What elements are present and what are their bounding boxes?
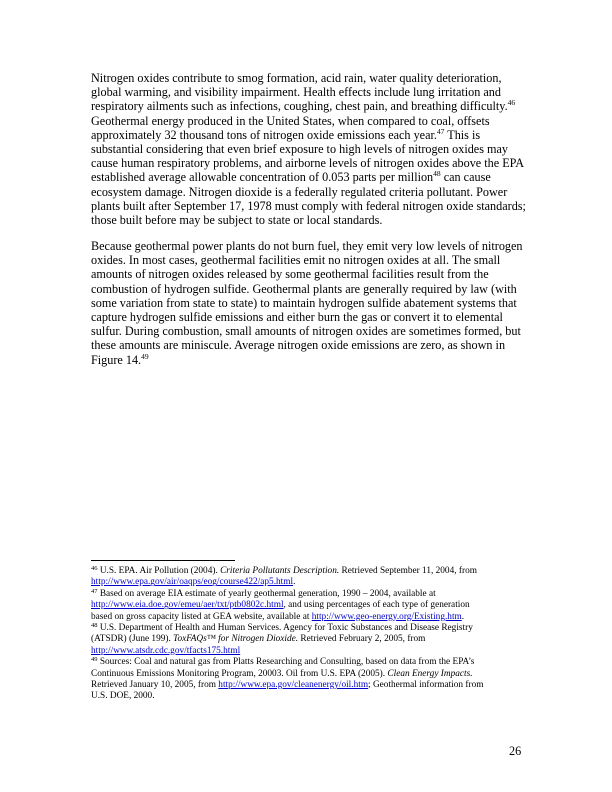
footnote-link[interactable]: http://www.eia.doe.gov/emeu/aer/txt/ptb0802c.html — [91, 600, 284, 611]
footnote-49: $^{49}$ Sources: Coal and natural gas from Platts Researching and Consulting, based on data from the EPA’s Continuous Emissions Monitoring Program, 20003. Oil from U.S. EPA (2005). Clean Energy Impacts. Retrieved January 10, 2005, from http://www.epa.gov/cleanenergy/oil.htm; Geothermal information from U.S. DOE, 2000. — [91, 656, 484, 702]
text-line: Nitrogen oxides contribute to smog formation, acid rain, water quality deterioration, — [91, 71, 502, 85]
footnote-number: 48 — [91, 622, 98, 630]
page-number: 26 — [509, 744, 522, 758]
text-line: plants built after September 17, 1978 must comply with federal nitrogen oxide standards; — [91, 198, 526, 213]
paragraph-geothermal-emissions — [91, 239, 531, 367]
text-line: global warming, and visibility impairment. Health effects include lung irritation and — [91, 85, 501, 100]
footnote-47: $^{47}$ Based on average EIA estimate of yearly geothermal generation, 1990 – 2004, available at http://www.eia.doe.gov/emeu/aer/txt/ptb0802c.html, and using percentages of each type of generation based on gross capacity listed at GEA website, available at http://www.geo-energy.org/Existing.htm. — [91, 587, 470, 622]
footnote-number: 49 — [91, 656, 98, 664]
footnote-title: Criteria Pollutants Description. — [220, 566, 340, 576]
text-line: oxides. In most cases, geothermal facilities emit no nitrogen oxides at all. The small — [91, 253, 501, 268]
text-line: ecosystem damage. Nitrogen dioxide is a federally regulated criteria pollutant. Power — [91, 184, 508, 199]
footnote-ref-46[interactable]: 46 — [507, 98, 516, 108]
footnote-number: 46 — [91, 565, 98, 572]
footnote-number: 47 — [91, 587, 98, 595]
footnote-divider — [91, 560, 235, 561]
text-line: substantial considering that even brief exposure to high levels of nitrogen oxides may — [91, 142, 508, 157]
text-line: approximately 32 thousand tons of nitrogen oxide emissions each year.$^{47}$ This is — [91, 126, 481, 142]
footnote-link[interactable]: http://www.geo-energy.org/Existing.htm — [311, 611, 462, 622]
text-line: Because geothermal power plants do not burn fuel, they emit very low levels of nitrogen — [91, 239, 523, 253]
text-line: amounts of nitrogen oxides released by some geothermal facilities result from the — [91, 267, 489, 282]
paragraph-nitrogen-oxides-effects — [91, 71, 531, 227]
footnote-48: $^{48}$ U.S. Department of Health and Human Services. Agency for Toxic Substances and Disease Registry (ATSDR) (June 199). ToxFAQs™ for Nitrogen Dioxide. Retrieved February 2, 2005, from http://www.atsdr.cdc.gov/tfacts175.html — [91, 622, 473, 656]
footnote-link[interactable]: http://www.epa.gov/air/oaqps/eog/course422/ap5.html — [91, 577, 294, 588]
footnote-title: ToxFAQs™ for Nitrogen Dioxide. — [173, 634, 299, 645]
text-line: Figure 14.49 — [91, 351, 149, 367]
text-line: Geothermal energy produced in the United States, when compared to coal, offsets — [91, 113, 490, 128]
text-line: capture hydrogen sulfide emissions and either burn the gas or convert it to elemental — [91, 310, 503, 325]
text-line: cause human respiratory problems, and airborne levels of nitrogen oxides above the EPA — [91, 156, 525, 171]
footnote-ref-47[interactable]: 47 — [436, 126, 445, 136]
text-line: established average allowable concentration of 0.053 parts per million$^{48}$ can cause — [91, 169, 491, 185]
footnote-title: Clean Energy Impacts. — [387, 668, 473, 679]
footnote-46: $^{46}$ U.S. EPA. Air Pollution (2004). Criteria Pollutants Description. Retrieved September 11, 2004, from http://www.epa.gov/air/oaqps/eog/course422/ap5.html. — [91, 565, 477, 588]
footnote-ref-48[interactable]: 48 — [433, 169, 441, 179]
text-line: combustion of hydrogen sulfide. Geothermal plants are generally required by law (with — [91, 281, 517, 296]
text-line: sulfur. During combustion, small amounts of nitrogen oxides are sometimes formed, but — [91, 324, 521, 339]
text-line: those built before may be subject to state or local standards. — [91, 213, 383, 228]
footnote-link[interactable]: http://www.atsdr.cdc.gov/tfacts175.html — [91, 645, 241, 656]
footnotes — [91, 566, 531, 703]
footnote-link[interactable]: http://www.epa.gov/cleanenergy/oil.htm — [218, 680, 369, 691]
text-line: some variation from state to state) to maintain hydrogen sulfide abatement systems that — [91, 295, 517, 310]
footnote-ref-49[interactable]: 49 — [141, 351, 149, 361]
text-line: respiratory ailments such as infections, coughing, chest pain, and breathing difficulty.$^{46}$ — [91, 98, 516, 114]
text-line: these amounts are miniscule. Average nitrogen oxide emissions are zero, as shown in — [91, 338, 506, 353]
